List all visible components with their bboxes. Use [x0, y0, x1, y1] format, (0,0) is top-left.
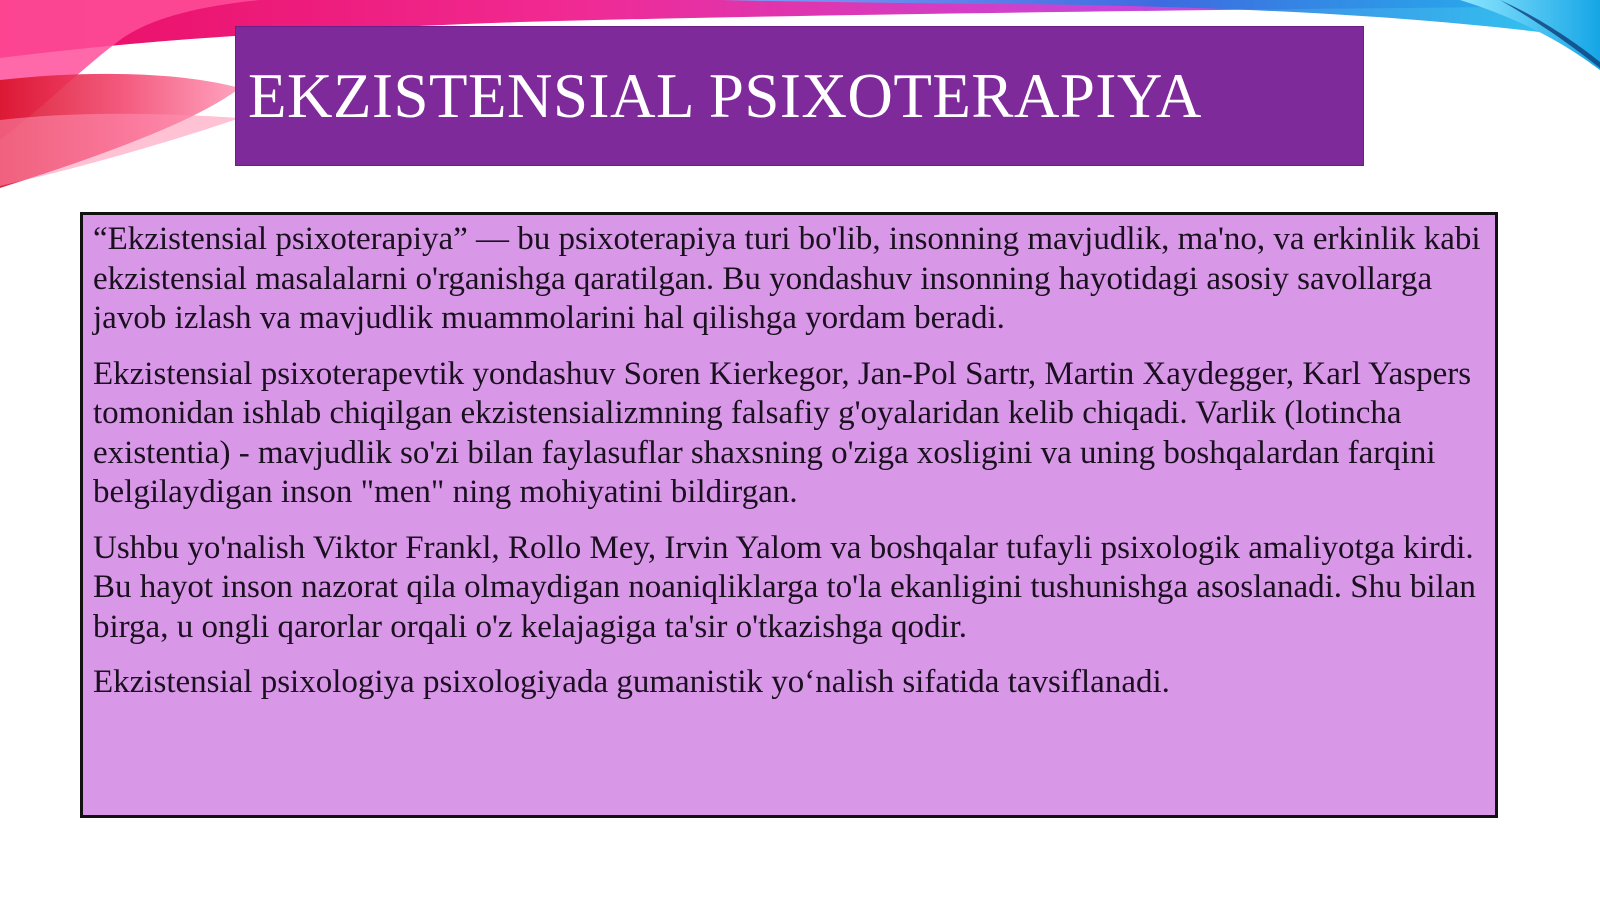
content-box: [80, 212, 1498, 818]
paragraph-origins: Ekzistensial psixoterapevtik yondashuv Soren Kierkegor, Jan-Pol Sartr, Martin Xaydegger, Karl Yaspers tomonidan ishlab chiqilgan ekzistensializmning falsafiy g'oyalaridan kelib chiqadi. Varlik (lotincha existentia) - mavjudlik so'zi bilan faylasuflar shaxsning o'ziga xosligini va uning boshqalardan farqini belgilaydigan inson "men" ning mohiyatini bildirgan.: [93, 355, 1472, 510]
paragraph-definition: “Ekzistensial psixoterapiya” — bu psixoterapiya turi bo'lib, insonning mavjudlik, ma'no, va erkinlik kabi ekzistensial masalalarni o'rganishga qaratilgan. Bu yondashuv insonning hayotidagi asosiy savollarga javob izlash va mavjudlik muammolarini hal qilishga yordam beradi.: [93, 221, 1481, 336]
title-banner: [236, 27, 1363, 165]
paragraph-practice: Ushbu yo'nalish Viktor Frankl, Rollo Mey, Irvin Yalom va boshqalar tufayli psixologik amaliyotga kirdi. Bu hayot inson nazorat qila olmaydigan noaniqliklarga to'la ekanligini tushunishga asoslanadi. Shu bilan birga, u ongli qarorlar orqali o'z kelajagiga ta'sir o'tkazishga qodir.: [93, 529, 1476, 645]
slide-title: EKZISTENSIAL PSIXOTERAPIYA: [248, 61, 1202, 131]
paragraph-summary: Ekzistensial psixologiya psixologiyada gumanistik yo‘nalish sifatida tavsiflanadi.: [93, 664, 1170, 700]
